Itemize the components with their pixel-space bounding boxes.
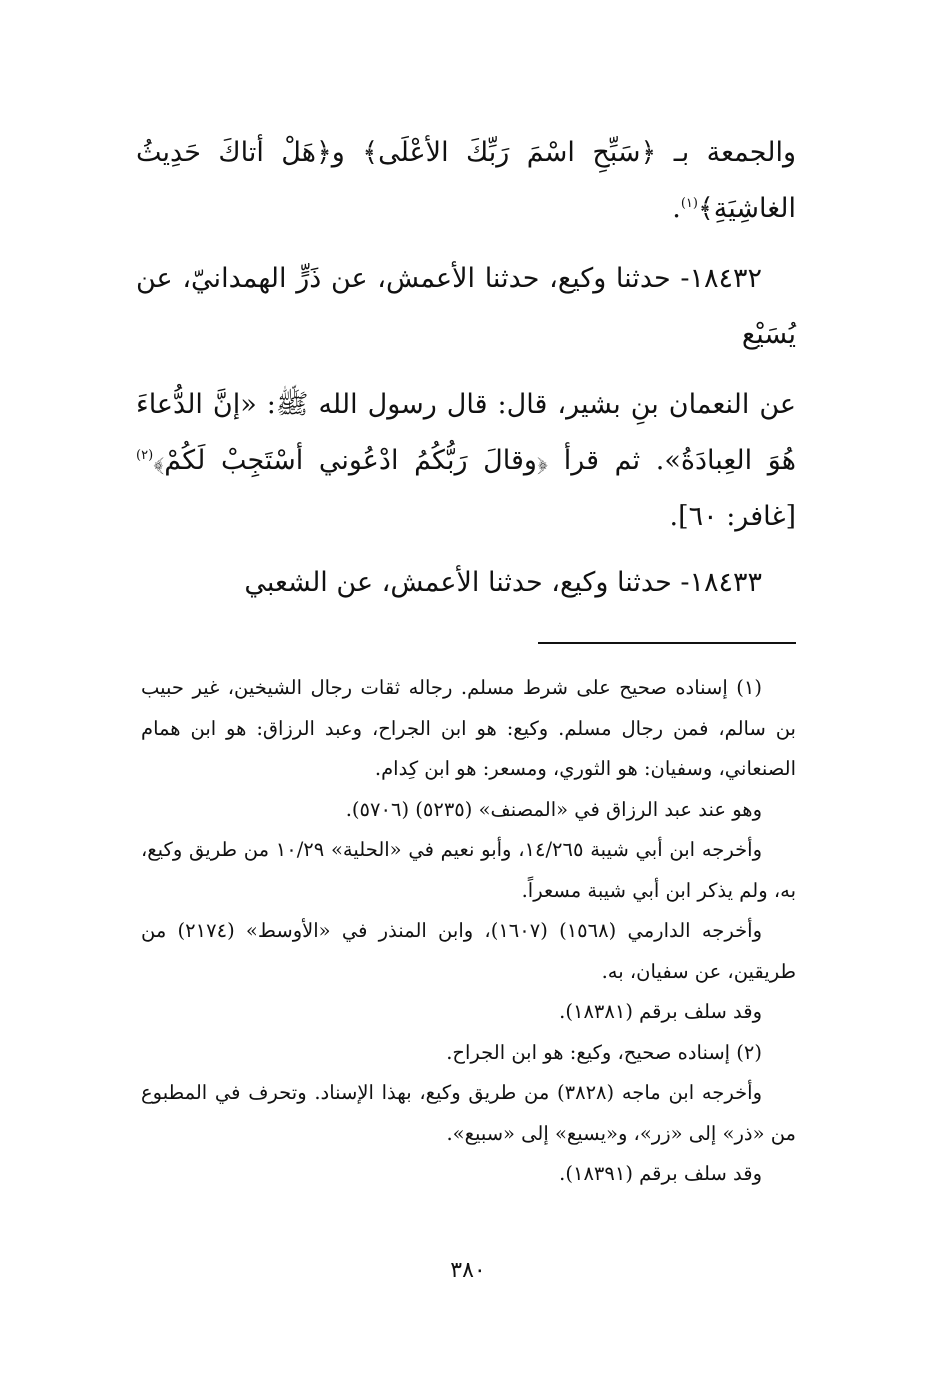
hadith-18432-citation: [غافر: ٦٠].: [669, 501, 796, 532]
footnote-1-line-3: وأخرجه ابن أبي شيبة ١٤/٢٦٥، وأبو نعيم في «الحلية» ١٠/٢٩ من طريق وكيع، به، ولم يذكر ابن أبي شيبة مسعراً.: [141, 838, 796, 902]
footnote-2-line-2: وأخرجه ابن ماجه (٣٨٢٨) من طريق وكيع، بهذا الإسناد. وتحرف في المطبوع من «ذر» إلى «زر»، و«يسيع» إلى «سبيع».: [141, 1081, 796, 1145]
footnote-ref-2: (٢): [136, 448, 154, 463]
footnote-ref-1: (١): [680, 196, 698, 211]
footnote-separator: [538, 642, 796, 644]
hadith-18432-header: ١٨٤٣٢- حدثنا وكيع، حدثنا الأعمش، عن ذَرٍّ الهمدانيّ، عن يُسَيْع: [136, 263, 796, 350]
main-paragraph-1-text: والجمعة بـ ﴿سَبِّحِ اسْمَ رَبِّكَ الأعْلَى﴾ و﴿هَلْ أتاكَ حَدِيثُ الغاشِيَةِ﴾: [136, 137, 796, 224]
footnote-2-line-3: وقد سلف برقم (١٨٣٩١).: [559, 1162, 762, 1185]
main-text: [136, 125, 796, 625]
footnote-1-line-2: وهو عند عبد الرزاق في «المصنف» (٥٢٣٥) (٥٧٠٦).: [345, 797, 762, 821]
hadith-18432-text: [136, 377, 796, 545]
footnote-1-line-4: وأخرجه الدارمي (١٥٦٨) (١٦٠٧)، وابن المنذر في «الأوسط» (٢١٧٤) من طريقين، عن سفيان، به.: [141, 919, 796, 983]
footnote-2: (٢) إسناده صحيح، وكيع: هو ابن الجراح.: [446, 1040, 762, 1064]
page-number: ٣٨٠: [450, 1258, 486, 1283]
footnote-1: (١) إسناده صحيح على شرط مسلم. رجاله ثقات رجال الشيخين، غير حبيب بن سالم، فمن رجال مسلم. وكيع: هو ابن الجراح، وعبد الرزاق: هو ابن همام الصنعاني، وسفيان: هو الثوري، ومسعر: هو ابن كِدام.: [141, 676, 796, 780]
main-paragraph-1-end: .: [672, 193, 681, 224]
footnote-1-line-5: وقد سلف برقم (١٨٣٨١).: [559, 1000, 762, 1023]
hadith-18433-header: ١٨٤٣٣- حدثنا وكيع، حدثنا الأعمش، عن الشعبي: [244, 567, 762, 598]
footnotes: [141, 668, 796, 1195]
hadith-18432-body: عن النعمان بنِ بشير، قال: قال رسول الله ﷺ: «إنَّ الدُّعاءَ هُوَ العِبادَةُ». ثم قرأ ﴿وقالَ رَبُّكُمُ ادْعُوني أسْتَجِبْ لَكُمْ﴾: [136, 389, 796, 476]
main-paragraph-1: [136, 125, 796, 237]
